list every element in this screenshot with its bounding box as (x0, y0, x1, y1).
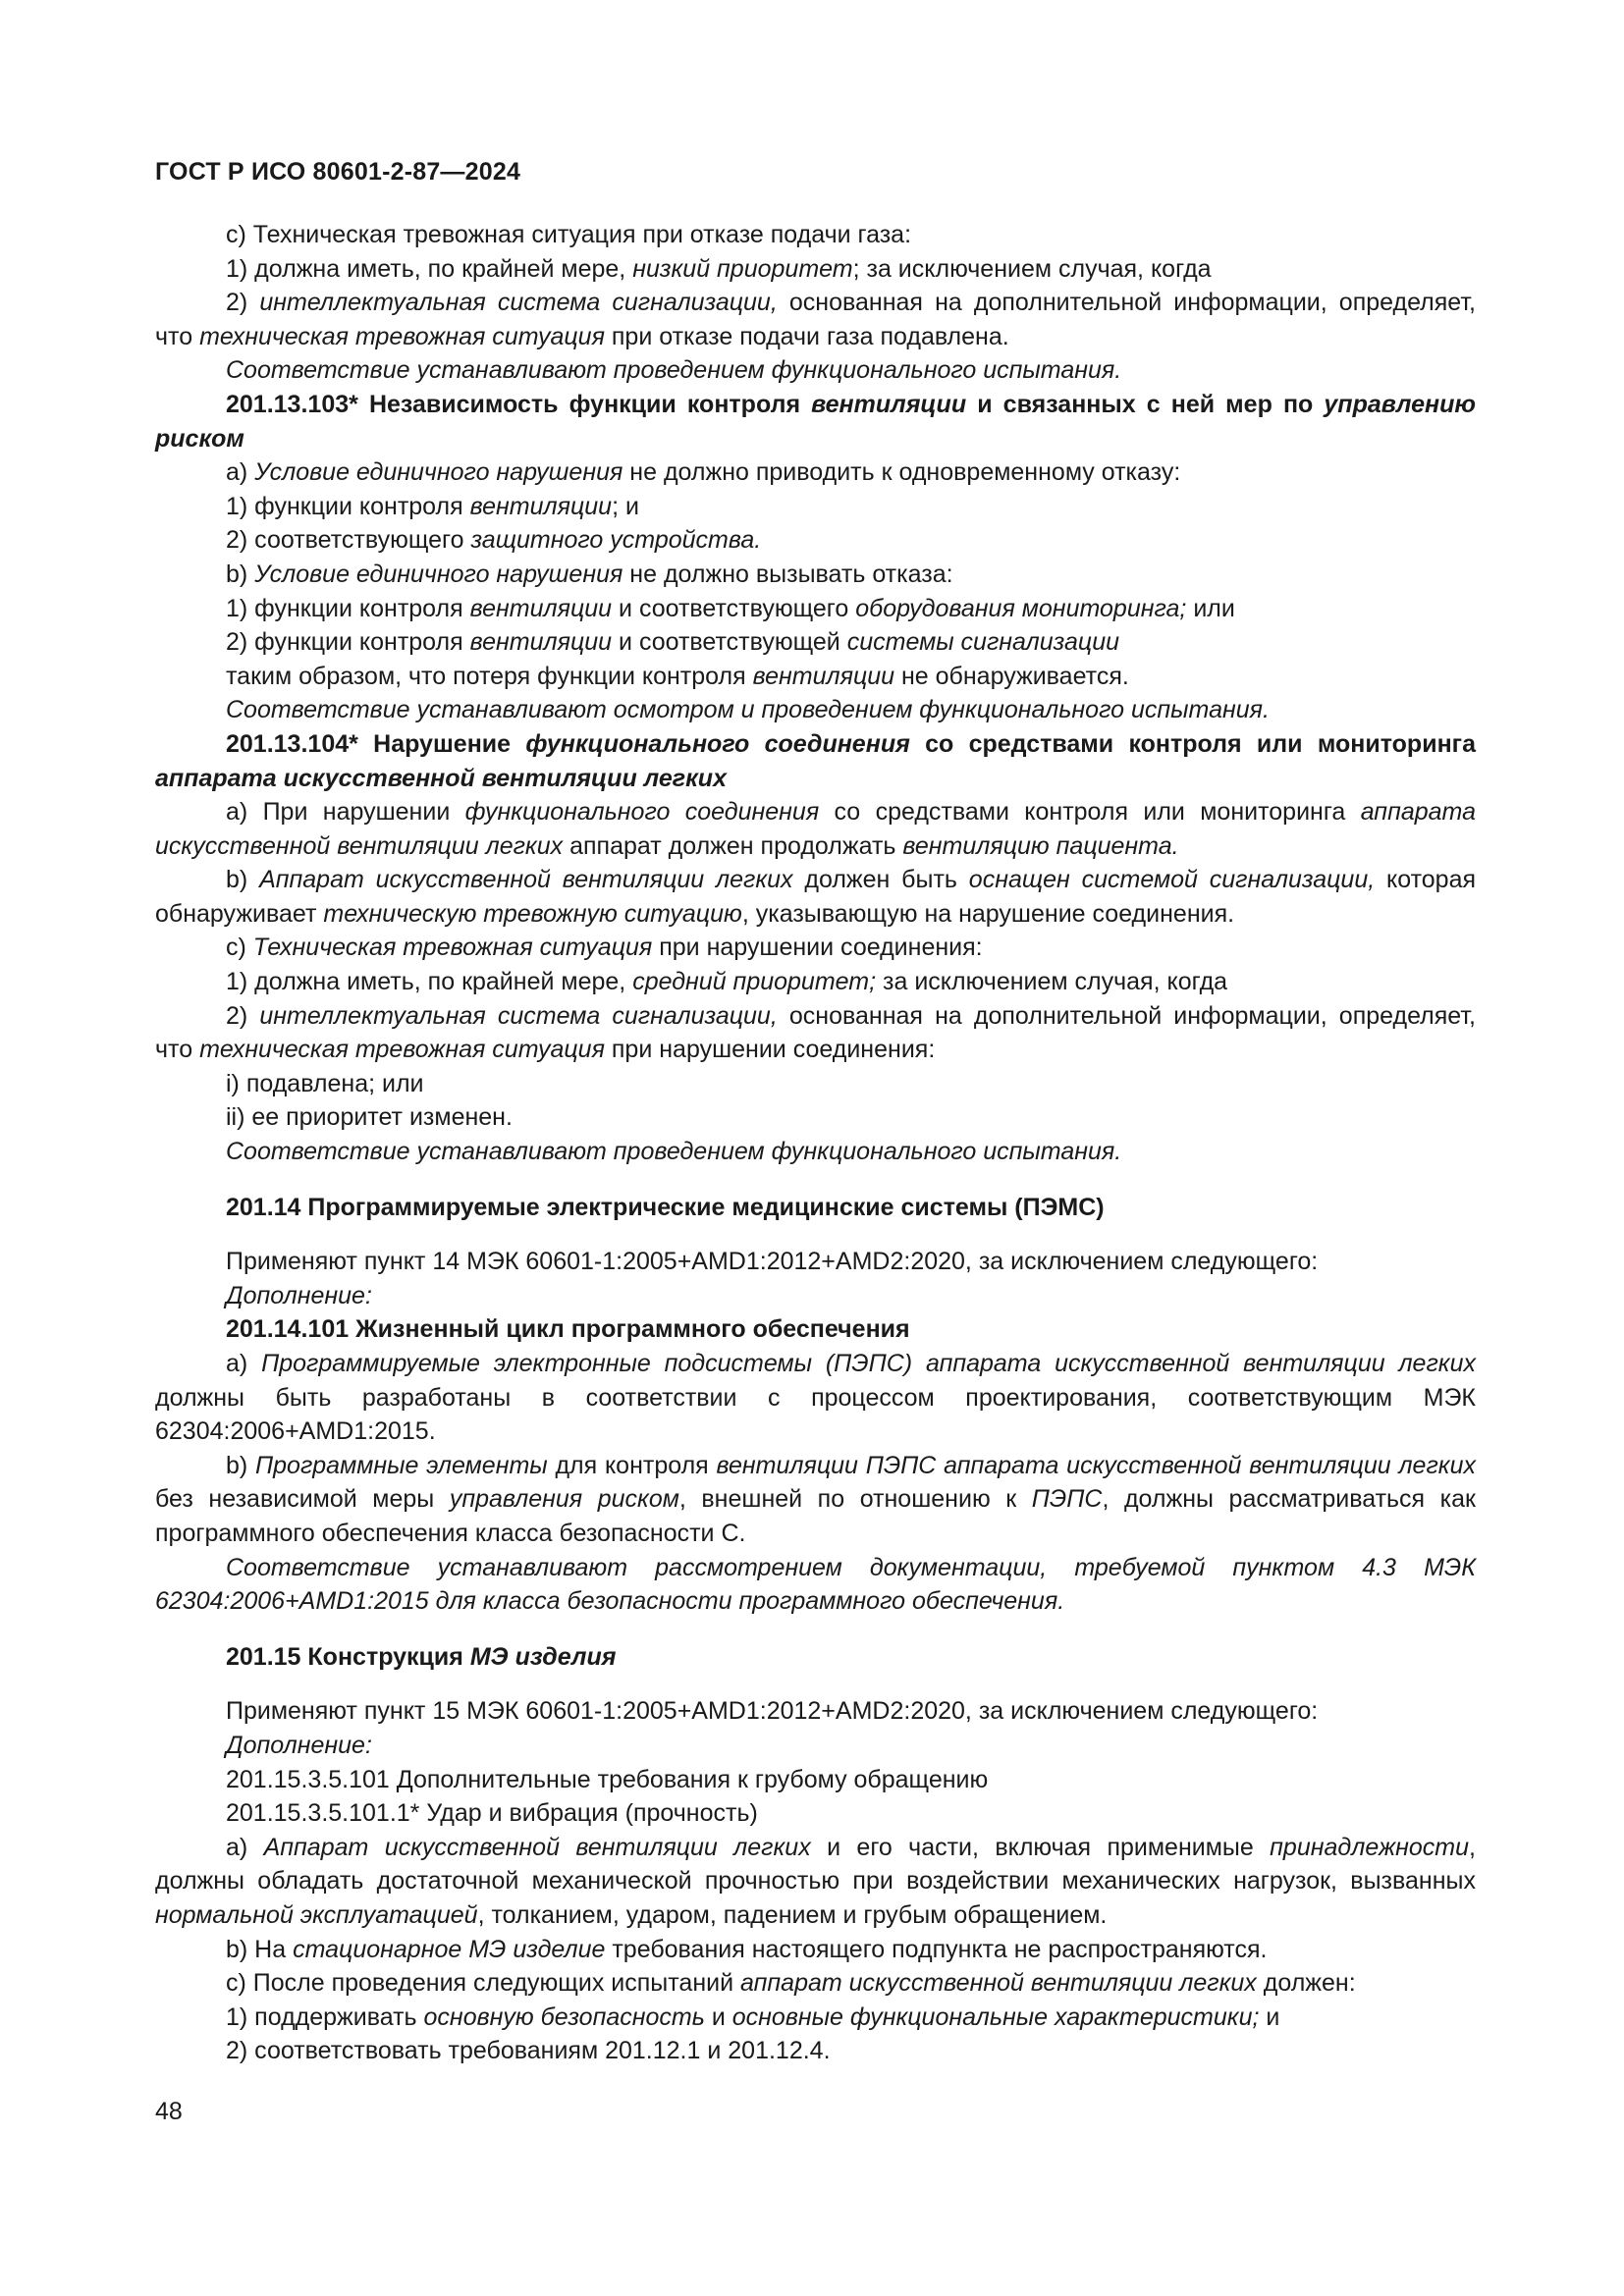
text-run: вентиляцию пациента. (902, 831, 1179, 860)
text-run: Условие единичного нарушения (254, 560, 623, 588)
clause-heading (155, 727, 1476, 795)
text-run: с) После проведения следующих испытаний (226, 1969, 734, 1998)
paragraph (155, 1796, 1476, 1831)
text-run: , должны рассматриваться как программного обеспечения класса безопасности С. (155, 1485, 1476, 1547)
text-run: защитного устройства. (470, 526, 762, 555)
document-header: ГОСТ Р ИСО 80601-2-87—2024 (155, 158, 521, 186)
text-run: 201.15 Конструкция (226, 1642, 463, 1671)
text-run: b) (226, 560, 248, 588)
text-run: 1) должна иметь, по крайней мере, (226, 968, 626, 996)
text-run: со средствами контроля или мониторинга (834, 798, 1346, 827)
text-run: Дополнение: (226, 1731, 372, 1759)
text-run: а) (226, 458, 248, 487)
text-run: интеллектуальная система сигнализации, (259, 289, 778, 317)
text-run: техническую тревожную ситуацию (323, 899, 742, 928)
compliance-note (155, 693, 1476, 727)
text-run: 2) функции контроля (226, 628, 463, 657)
text-run: Аппарат искусственной вентиляции легких (259, 866, 793, 894)
text-run: Дополнение: (226, 1281, 372, 1309)
paragraph (155, 592, 1476, 626)
text-run: 2) соответствовать требованиям 201.12.1 и 201.12.4. (226, 2037, 831, 2065)
text-run: 1) функции контроля (226, 594, 463, 622)
text-run: техническая тревожная ситуация (199, 1036, 605, 1064)
clause-heading (155, 1312, 1476, 1347)
addition-label (155, 1279, 1476, 1313)
text-run: без независимой меры (155, 1485, 435, 1514)
paragraph (155, 1100, 1476, 1135)
compliance-note (155, 353, 1476, 388)
document-body (155, 218, 1476, 2068)
text-run: которая обнаруживает (155, 866, 1477, 928)
text-run: 201.15.3.5.101 Дополнительные требования к грубому обращению (226, 1765, 989, 1793)
text-run: аппарата искусственной вентиляции легких (155, 798, 1476, 860)
text-run: ii) ее приоритет изменен. (226, 1103, 513, 1132)
text-run: техническая тревожная ситуация (199, 322, 605, 350)
text-run: а) (226, 1350, 248, 1377)
text-run: должны быть разработаны в соответствии с процессом проектирования, соответствующим МЭК 62304:2006+AMD1:2015. (155, 1383, 1476, 1446)
text-run: оборудования мониторинга; (855, 594, 1187, 622)
text-run: основные функциональные характеристики; (731, 2002, 1260, 2031)
text-run: Соответствие устанавливают проведением функционального испытания. (226, 1138, 1122, 1166)
text-run: Программные элементы (255, 1451, 548, 1479)
text-run: 2) (226, 1001, 248, 1030)
paragraph (155, 931, 1476, 965)
text-run: основную безопасность (423, 2002, 705, 2031)
paragraph (155, 252, 1476, 287)
text-run: 201.15.3.5.101.1* Удар и вибрация (прочность) (226, 1799, 758, 1828)
text-run: , внешней по отношению к (678, 1485, 1017, 1514)
text-run: b) На (226, 1935, 287, 1963)
text-run: принадлежности (1270, 1833, 1470, 1861)
text-run: управления риском (449, 1485, 679, 1514)
text-run: при отказе подачи газа подавлена. (611, 322, 1009, 350)
text-run: Аппарат искусственной вентиляции легких (263, 1833, 811, 1861)
text-run: Соответствие устанавливают рассмотрением документации, требуемой пунктом 4.3 МЭК 62304:2006+AMD1:2015 для класса безопасности программного обеспечения. (155, 1553, 1476, 1616)
paragraph (155, 1694, 1476, 1729)
text-run: средний приоритет; (632, 968, 877, 996)
text-run: не должно вызывать отказа: (629, 560, 953, 588)
text-run: Применяют пункт 15 МЭК 60601-1:2005+AMD1:2012+AMD2:2020, за исключением следующего: (226, 1697, 1319, 1726)
text-run: оснащен системой сигнализации, (968, 866, 1376, 894)
text-run: при нарушении соединения: (611, 1036, 936, 1064)
text-run: низкий приоритет (632, 254, 853, 283)
text-run: требования настоящего подпункта не распространяются. (612, 1935, 1268, 1963)
text-run: и (1266, 2002, 1280, 2031)
text-run: аппарат искусственной вентиляции легких (740, 1969, 1257, 1998)
text-run: функционального соединения (464, 798, 820, 827)
text-run: , указывающую на нарушение соединения. (741, 899, 1235, 928)
addition-label (155, 1729, 1476, 1763)
paragraph (155, 1245, 1476, 1279)
text-run: таким образом, что потеря функции контроля (226, 662, 746, 690)
paragraph (155, 1831, 1476, 1933)
text-run: 201.14 Программируемые электрические медицинские системы (ПЭМС) (226, 1193, 1105, 1221)
paragraph (155, 863, 1476, 931)
text-run: Применяют пункт 14 МЭК 60601-1:2005+AMD1:2012+AMD2:2020, за исключением следующего: (226, 1248, 1319, 1276)
section-heading (155, 1640, 1476, 1675)
text-run: управлению риском (155, 390, 1476, 453)
text-run: Соответствие устанавливают проведением функционального испытания. (226, 356, 1122, 385)
paragraph (155, 625, 1476, 660)
text-run: основанная на дополнительной информации, определяет, что (155, 289, 1476, 350)
text-run: Программируемые электронные подсистемы (ПЭПС) аппарата искусственной вентиляции легких (261, 1350, 1476, 1377)
text-run: аппарата искусственной вентиляции легких (155, 764, 727, 792)
text-run: 1) поддерживать (226, 2002, 417, 2031)
clause-heading (155, 388, 1476, 455)
text-run: b) (226, 1451, 248, 1479)
text-run: 2) соответствующего (226, 526, 464, 555)
paragraph (155, 660, 1476, 694)
text-run: 1) функции контроля (226, 492, 463, 520)
text-run: или (1193, 594, 1235, 622)
text-run: вентиляции (811, 390, 967, 418)
text-run: интеллектуальная система сигнализации, (259, 1001, 778, 1030)
text-run: и соответствующего (619, 594, 849, 622)
compliance-note (155, 1551, 1476, 1619)
text-run: и его части, включая применимые (827, 1833, 1254, 1861)
paragraph (155, 523, 1476, 558)
text-run: аппарат должен продолжать (569, 831, 896, 860)
text-run: нормальной эксплуатацией (155, 1900, 478, 1929)
paragraph (155, 455, 1476, 490)
paragraph (155, 1449, 1476, 1551)
text-run: Условие единичного нарушения (254, 458, 623, 487)
paragraph (155, 965, 1476, 999)
text-run: ; за исключением случая, когда (852, 254, 1212, 283)
text-run: основанная на дополнительной информации, определяет, что (155, 1001, 1476, 1064)
paragraph (155, 558, 1476, 592)
text-run: должен быть (804, 866, 957, 894)
paragraph (155, 1763, 1476, 1797)
paragraph (155, 1067, 1476, 1101)
text-run: за исключением случая, когда (883, 968, 1228, 996)
text-run: b) (226, 866, 248, 894)
text-run: вентиляции (469, 594, 613, 622)
text-run: Техническая тревожная ситуация (252, 934, 653, 962)
text-run: с) Техническая тревожная ситуация при отказе подачи газа: (226, 221, 912, 248)
paragraph (155, 2001, 1476, 2035)
paragraph (155, 490, 1476, 524)
text-run: со средствами контроля или мониторинга (925, 729, 1476, 758)
text-run: 201.14.101 Жизненный цикл программного обеспечения (226, 1315, 910, 1344)
text-run: вентиляции (469, 628, 613, 657)
text-run: 1) должна иметь, по крайней мере, (226, 254, 626, 283)
text-run: 201.13.103* Независимость функции контроля (226, 390, 801, 418)
paragraph (155, 286, 1476, 353)
paragraph (155, 1933, 1476, 1967)
text-run: а) При нарушении (226, 798, 451, 827)
text-run: , толканием, ударом, падением и грубым обращением. (477, 1900, 1108, 1929)
text-run: , должны обладать достаточной механической прочностью при воздействии механических нагрузок, вызванных (155, 1833, 1476, 1896)
paragraph (155, 2034, 1476, 2068)
text-run: 2) (226, 289, 248, 317)
paragraph (155, 218, 1476, 252)
text-run: не обнаруживается. (901, 662, 1129, 690)
text-run: функционального соединения (525, 729, 910, 758)
text-run: должен: (1263, 1969, 1356, 1998)
paragraph (155, 999, 1476, 1067)
compliance-note (155, 1135, 1476, 1169)
text-run: при нарушении соединения: (659, 934, 983, 962)
paragraph (155, 795, 1476, 863)
text-run: для контроля (555, 1451, 709, 1479)
text-run: 201.13.104* Нарушение (226, 729, 512, 758)
text-run: и соответствующей (619, 628, 840, 657)
text-run: с) (226, 934, 246, 962)
text-run: а) (226, 1833, 248, 1861)
paragraph (155, 1347, 1476, 1449)
text-run: i) подавлена; или (226, 1069, 424, 1097)
text-run: не должно приводить к одновременному отказу: (629, 458, 1181, 487)
text-run: стационарное МЭ изделие (293, 1935, 606, 1963)
text-run: вентиляции (469, 492, 613, 520)
section-heading (155, 1191, 1476, 1225)
text-run: ПЭПС (1031, 1485, 1103, 1514)
text-run: Соответствие устанавливают осмотром и проведением функционального испытания. (226, 696, 1270, 724)
text-run: ; и (612, 492, 639, 520)
paragraph (155, 1966, 1476, 2001)
text-run: и (711, 2002, 726, 2031)
page-number: 48 (155, 2098, 183, 2125)
text-run: вентиляции (752, 662, 895, 690)
text-run: вентиляции ПЭПС аппарата искусственной вентиляции легких (716, 1451, 1476, 1479)
text-run: системы сигнализации (846, 628, 1120, 657)
text-run: и связанных с ней мер по (977, 390, 1314, 418)
text-run: МЭ изделия (469, 1642, 617, 1671)
